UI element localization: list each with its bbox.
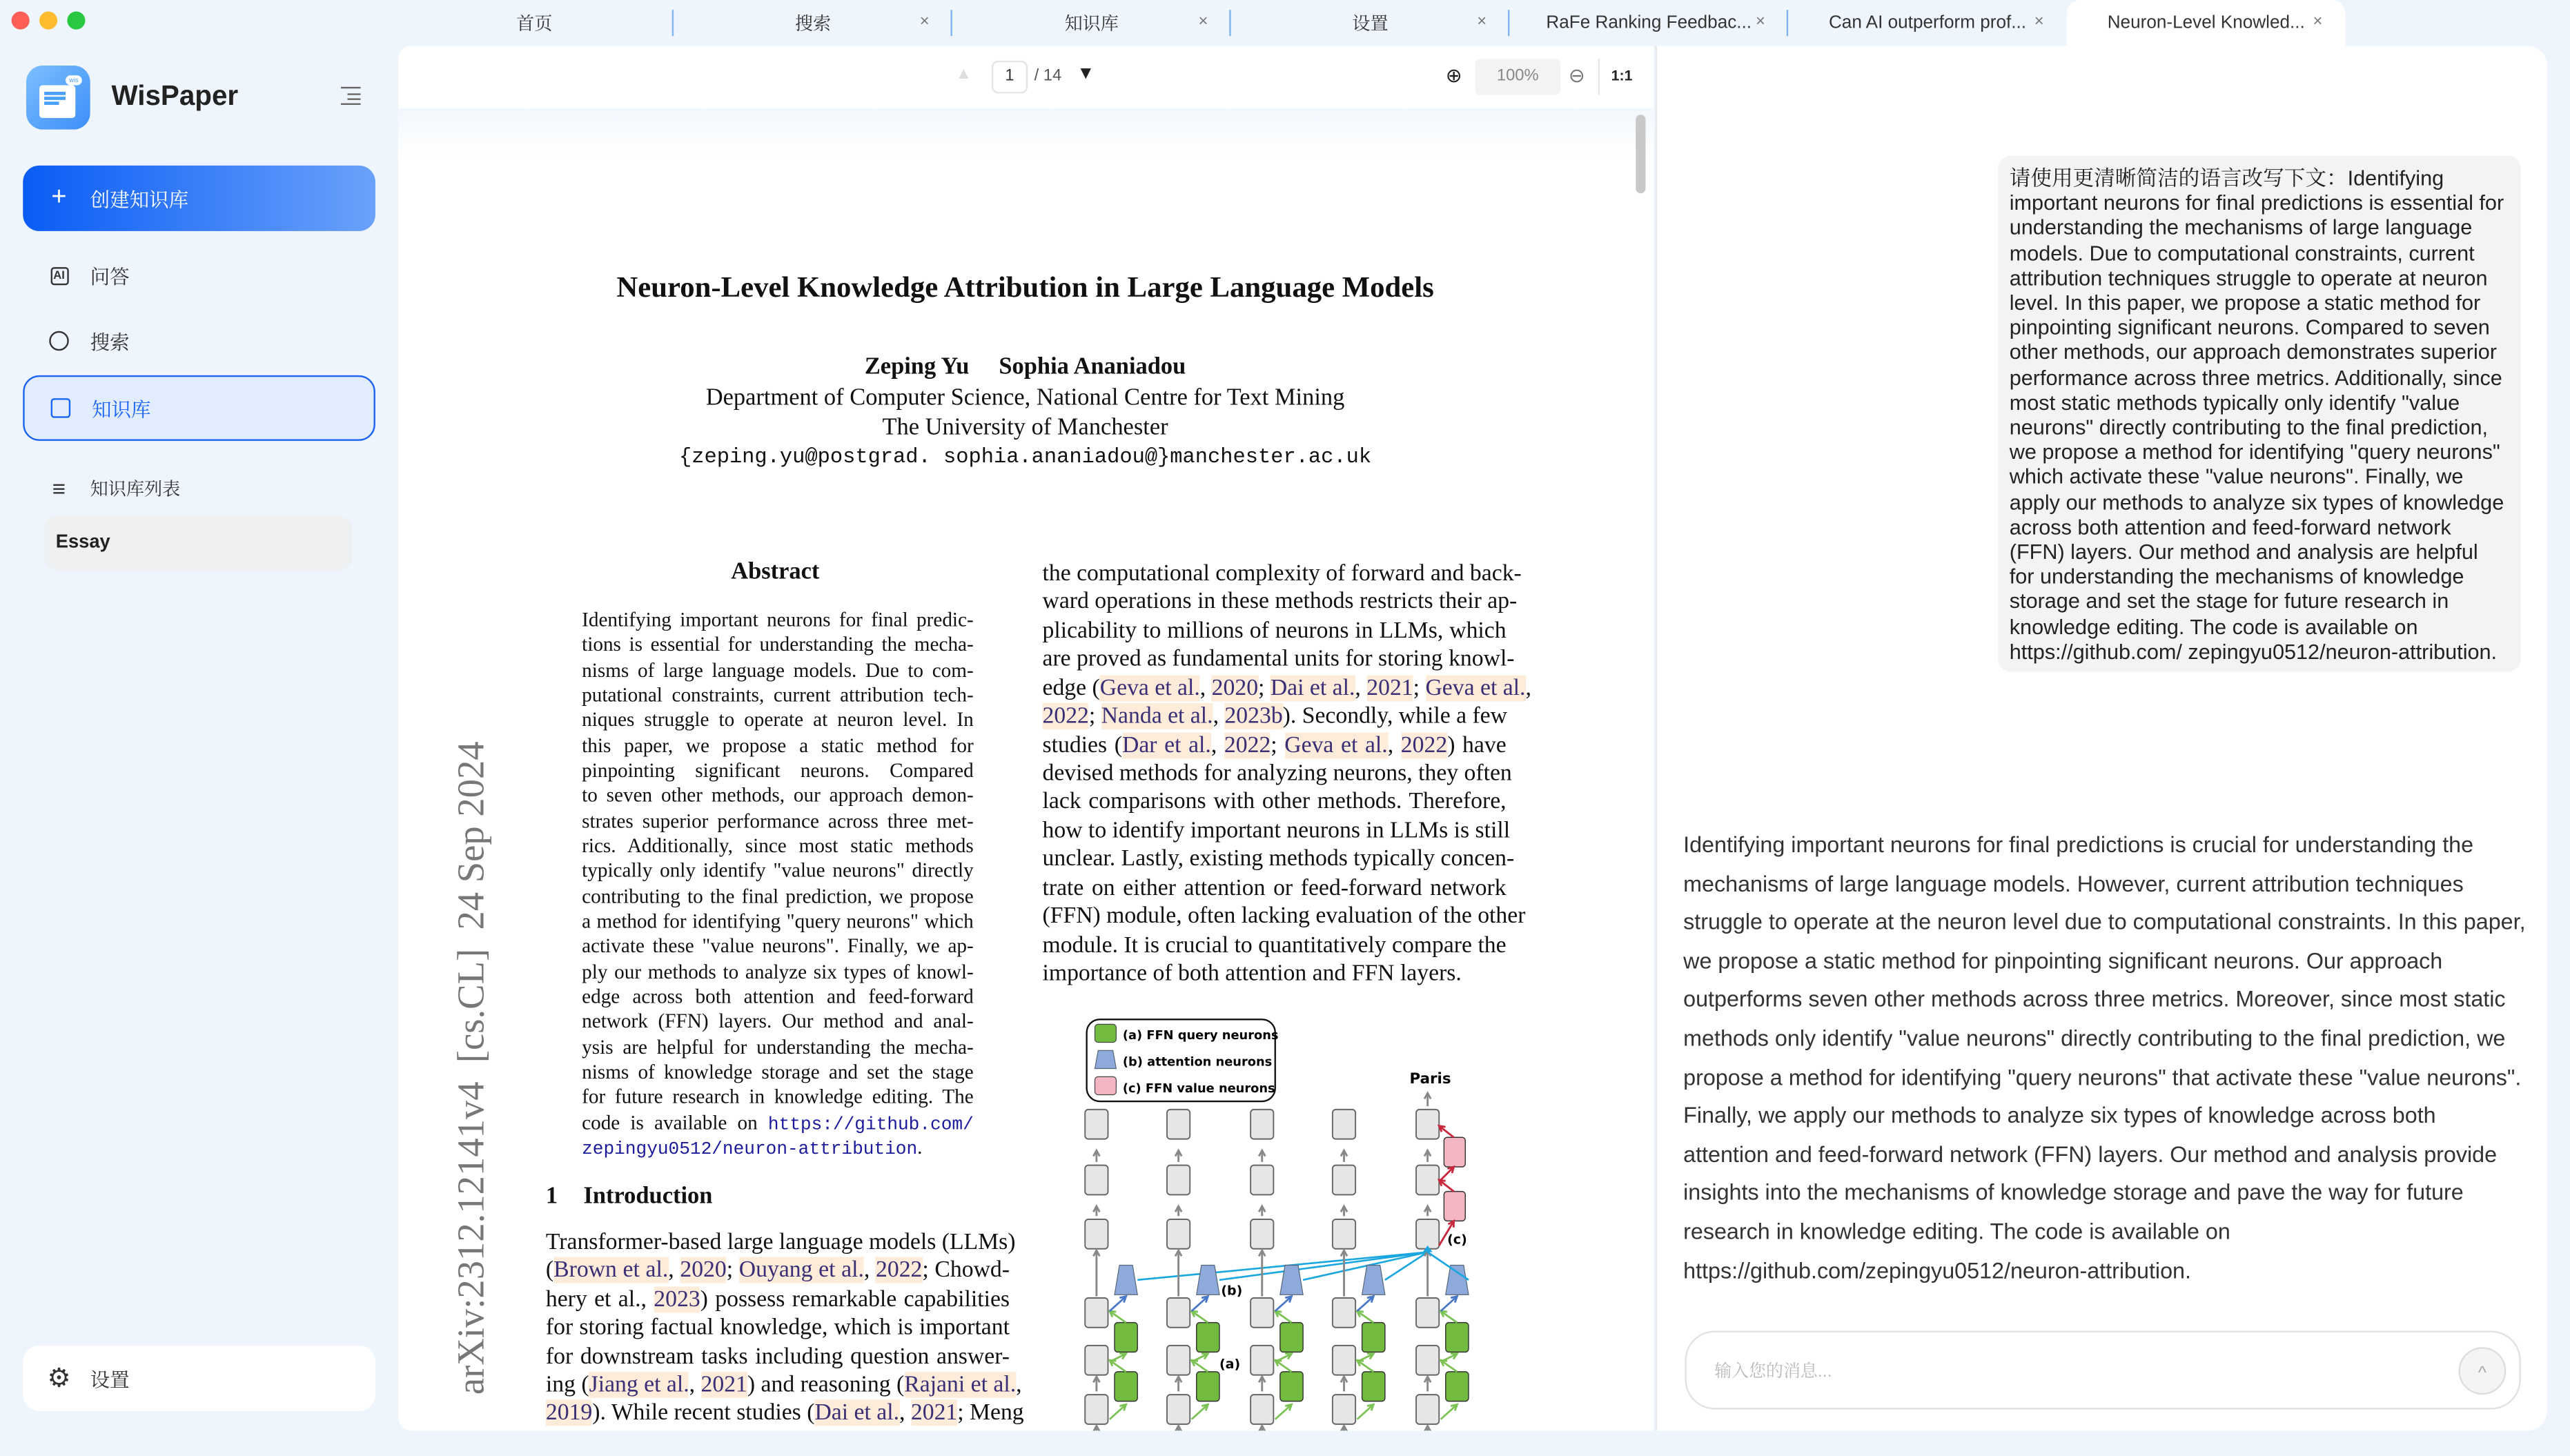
text-line: lack comparisons with other methods. Therefore, [1042,789,1507,816]
list-icon: ≡ [52,475,66,502]
zoom-out-icon[interactable]: ⊖ [1568,63,1585,87]
ffn-query-neuron [1197,1372,1219,1401]
hidden-state-box [1333,1298,1355,1328]
text-line: edge across both attention and feed-forward [582,985,974,1008]
paper-affiliation: Department of Computer Science, National Centre for Text Mining [705,385,1345,412]
message-input-placeholder: 输入您的消息... [1714,1361,1832,1382]
app-logo [26,66,90,130]
hidden-state-box [1333,1110,1355,1139]
arxiv-stamp: arXiv:2312.12141v4 [cs.CL] 24 Sep 2024 [451,741,492,1395]
tab-label: 搜索 [794,14,832,35]
text-line: zepingyu0512/neuron-attribution. [582,1135,923,1161]
attention-neuron [1362,1266,1385,1295]
library-item-essay[interactable]: Essay [44,516,353,570]
text-line: (Brown et al., 2020; Ouyang et al., 2022; Chowd- [545,1257,1010,1284]
tab-label: Neuron-Level Knowled... [2107,13,2305,33]
ffn-query-neuron [1115,1372,1137,1401]
hidden-state-box [1333,1346,1355,1375]
window-maximize-button[interactable] [67,12,85,30]
hidden-state-box [1250,1346,1273,1375]
hidden-state-box [1333,1395,1355,1424]
text-line: ply our methods to analyze six types of knowl- [582,959,974,983]
label-c: (c) [1447,1232,1467,1248]
zoom-in-icon[interactable]: ⊕ [1445,63,1462,87]
legend-swatch-attention [1095,1050,1117,1068]
abstract-heading: Abstract [731,558,820,585]
tab-2[interactable] [952,0,1231,46]
hidden-state-box [1333,1219,1355,1249]
previous-page-icon[interactable]: ▲ [955,66,972,84]
hidden-state-box [1416,1110,1439,1139]
text-line: unclear. Lastly, existing methods typically concen- [1042,846,1515,873]
text-line: putational constraints, current attribution tech- [582,683,974,707]
hidden-state-box [1250,1165,1273,1195]
create-knowledge-base-button[interactable] [23,166,375,231]
hidden-state-box [1416,1298,1439,1328]
sidebar-item-qa[interactable] [23,243,375,308]
hidden-state-box [1250,1110,1273,1139]
ffn-query-neuron [1280,1372,1303,1401]
assistant-message: Identifying important neurons for final predictions is crucial for understanding the mechanisms of large language models. However, current attribution techniques struggle to operate at the neuron level due to computational constraints. In this paper, we propose a static method for pinpointing significant neurons. Our approach outperforms seven other methods across three metrics. Moreover, since most static methods only identify "value neurons" directly contributing to the final prediction, we propose a method for identifying "query neurons" that activate these "value neurons". Finally, we apply our methods to analyze six types of knowledge across both attention and feed-forward network (FFN) layers. Our method and analysis provide insights into the mechanisms of knowledge storage and pave the way for future research in knowledge editing. The code is available on https://github.com/zepingyu0512/neuron-attribution. [1683,832,2526,1283]
query-flow [1357,1404,1374,1419]
text-line: nisms of large language models. Due to com- [582,658,974,682]
text-line: devised methods for analyzing neurons, they often [1042,760,1512,787]
logo-badge: wis [66,75,82,85]
legend-label: (c) FFN value neurons [1122,1081,1275,1096]
gear-icon: ⚙ [47,1365,71,1393]
text-line: contributing to the final prediction, we propose [582,884,974,907]
hidden-state-box [1085,1110,1108,1139]
hidden-state-box [1333,1165,1355,1195]
output-label: Paris [1409,1070,1451,1088]
text-line: niques struggle to operate at neuron level. In [582,708,974,731]
hidden-state-box [1416,1219,1439,1249]
attention-input [1110,1297,1126,1311]
hidden-state-box [1416,1165,1439,1195]
create-knowledge-base-label: 创建知识库 [90,187,189,211]
page-number-input[interactable]: 1 [992,61,1028,94]
text-line: nisms of knowledge storage and set the stage [582,1060,974,1083]
text-line: 2019). While recent studies (Dai et al., 2021; Meng [545,1400,1024,1427]
ffn-value-neuron [1444,1192,1465,1221]
hidden-state-box [1416,1395,1439,1424]
text-line: typically only identify "value neurons" directly [582,859,974,883]
text-line: ysis are helpful for understanding the mecha- [582,1035,974,1059]
window-minimize-button[interactable] [39,12,57,30]
attention-neuron [1115,1266,1137,1295]
chat-panel [1656,46,2547,1431]
tab-3[interactable] [1231,0,1510,46]
actual-size-button[interactable]: 1:1 [1611,67,1633,84]
legend-label: (b) attention neurons [1122,1054,1273,1070]
text-line: a method for identifying "query neurons" which [582,909,974,933]
text-line: ing (Jiang et al., 2021) and reasoning (Rajani et al., [545,1371,1022,1398]
message-input[interactable] [1685,1331,2521,1410]
tab-close-icon[interactable]: × [2313,13,2323,32]
tab-label: 知识库 [1064,14,1119,35]
hidden-state-box [1085,1395,1108,1424]
hidden-state-box [1250,1298,1273,1328]
attention-neuron [1197,1266,1219,1295]
tab-label: Can AI outperform prof... [1828,13,2027,33]
sidebar-item-knowledge-base[interactable] [23,375,375,441]
text-line: strates superior performance across three met- [582,809,974,832]
text-line: activate these "value neurons". Finally, we ap- [582,934,974,958]
hidden-state-box [1250,1395,1273,1424]
attention-input [1357,1297,1374,1311]
ffn-query-neuron [1115,1323,1137,1352]
hidden-state-box [1416,1346,1439,1375]
tab-1[interactable] [674,0,952,46]
send-button[interactable]: ^ [2459,1347,2507,1395]
figure-neuron-attribution [1074,1008,1487,1431]
intro-number: 1 [545,1183,558,1210]
text-line: module. It is crucial to quantitatively compare the [1042,932,1507,958]
sidebar-item-label: 问答 [90,264,130,288]
text-line: for storing factual knowledge, which is important [545,1315,1010,1341]
tab-close-icon[interactable]: × [1477,13,1487,32]
intro-heading: Introduction [583,1183,713,1210]
text-line: the computational complexity of forward and back- [1042,560,1522,587]
ffn-query-neuron [1446,1323,1469,1352]
attention-input [1275,1297,1292,1311]
legend-swatch-query [1095,1024,1117,1042]
sidebar-item-search[interactable] [23,308,375,374]
attention-input [1192,1297,1208,1311]
text-line: edge (Geva et al., 2020; Dai et al., 2021; Geva et al., [1042,674,1531,701]
ffn-query-neuron [1362,1372,1385,1401]
text-line: code is available on https://github.com/ [582,1110,974,1135]
page-total: / 14 [1034,67,1062,86]
tab-close-icon[interactable]: × [1755,13,1765,32]
text-line: tions is essential for understanding the mecha- [582,633,974,656]
ffn-query-neuron [1362,1323,1385,1352]
pdf-viewer [398,46,1654,1431]
sidebar [0,46,398,1456]
hidden-state-box [1167,1110,1190,1139]
tab-4[interactable] [1509,0,1788,46]
paper-title: Neuron-Level Knowledge Attribution in Large Language Models [616,270,1434,304]
tab-label: 设置 [1352,14,1389,35]
ffn-value-neuron [1444,1137,1465,1167]
legend-swatch-value [1095,1076,1117,1094]
text-line: are proved as fundamental units for storing knowl- [1042,646,1515,673]
text-line: 2022; Nanda et al., 2023b). Secondly, while a few [1042,703,1507,730]
text-line: for future research in knowledge editing. The [582,1085,974,1109]
paper-email: {zeping.yu@postgrad. sophia.ananiadou@}manchester.ac.uk [678,444,1372,469]
text-line: for downstream tasks including question answer- [545,1343,1010,1370]
user-message-bubble: 请使用更清晰简洁的语言改写下文：Identifying important neurons for final predictions is essential for understanding the mechanisms of large language models. Due to computational constraints, current attribution techniques struggle to operate at neuron level. In this paper, we propose a static method for pinpointing significant neurons. Compared to seven other methods, our approach demonstrates superior performance across three metrics. Additionally, since most static methods typically only identify "value neurons" directly contributing to the final prediction, we propose a method for identifying "query neurons" which activate these "value neurons". Finally, we apply our methods to analyze six types of knowledge across both attention and feed-forward network (FFN) layers. Our method and analysis are helpful for understanding the mechanisms of knowledge storage and set the stage for future research in knowledge editing. The code is available on https://github.com/ zepingyu0512/neuron-attribution. [1998,156,2521,672]
text-line: network (FFN) layers. Our method and anal- [582,1010,974,1033]
text-line: to seven other methods, our approach demon- [582,783,974,807]
paper-university: The University of Manchester [882,414,1168,441]
search-icon [46,328,72,354]
hidden-state-box [1167,1298,1190,1328]
text-line: importance of both attention and FFN layers. [1042,960,1462,987]
text-line: (FFN) module, often lacking evaluation of the other [1042,903,1526,929]
tab-5[interactable] [1788,0,2067,46]
hidden-state-box [1167,1346,1190,1375]
paper-authors: Zeping Yu Sophia Ananiadou [864,354,1186,380]
next-page-icon[interactable]: ▼ [1077,63,1095,84]
text-line: this paper, we propose a static method for [582,734,974,757]
query-flow [1441,1404,1458,1419]
sidebar-item-label: 搜索 [90,330,130,353]
ffn-query-neuron [1197,1323,1219,1352]
window-close-button[interactable] [12,12,30,30]
hidden-state-box [1167,1219,1190,1249]
pdf-scrollbar[interactable] [1636,115,1645,193]
ffn-query-neuron [1280,1323,1303,1352]
knowledge-base-list-header [23,455,375,521]
text-line: hery et al., 2023) possess remarkable capabilities [545,1286,1010,1312]
legend-label: (a) FFN query neurons [1122,1027,1279,1043]
hidden-state-box [1085,1346,1108,1375]
tab-close-icon[interactable]: × [2034,13,2044,32]
text-line: how to identify important neurons in LLMs is still [1042,817,1511,844]
logo-document-icon [39,86,75,119]
tab-close-icon[interactable]: × [919,13,930,32]
app-name: WisPaper [111,80,239,112]
hidden-state-box [1250,1219,1273,1249]
query-flow [1275,1404,1292,1419]
text-line: Transformer-based large language models (LLMs) [545,1229,1016,1256]
pdf-page [398,46,1627,1431]
ffn-query-neuron [1446,1372,1469,1401]
plus-icon: + [51,184,67,212]
tab-close-icon[interactable]: × [1198,13,1208,32]
text-line: plicability to millions of neurons in LLMs, which [1042,618,1507,645]
list-header-label: 知识库列表 [90,480,181,500]
text-line: rics. Additionally, since most static methods [582,834,974,858]
text-line: Identifying important neurons for final predic- [582,608,974,631]
hidden-state-box [1085,1219,1108,1249]
attention-input [1441,1297,1458,1311]
knowledge-base-icon [48,395,74,421]
text-line: trate on either attention or feed-forward network [1042,874,1507,901]
settings-label: 设置 [90,1367,130,1391]
ai-chat-icon: AI [46,262,72,288]
text-line: pinpointing significant neurons. Compared [582,758,974,782]
query-flow [1192,1404,1208,1419]
tab-label: 首页 [516,14,553,35]
tab-6[interactable] [2067,0,2346,46]
value-flow [1439,1167,1453,1181]
collapse-sidebar-icon[interactable] [341,87,361,105]
query-flow [1110,1404,1126,1419]
text-line: ward operations in these methods restricts their ap- [1042,589,1518,616]
sidebar-item-label: 知识库 [92,397,151,421]
label-b: (b) [1221,1283,1243,1299]
label-a: (a) [1219,1357,1241,1373]
attention-neuron [1446,1266,1469,1295]
hidden-state-box [1167,1395,1190,1424]
tab-label: RaFe Ranking Feedbac... [1546,13,1752,33]
hidden-state-box [1085,1298,1108,1328]
settings-button[interactable] [23,1346,375,1411]
tab-0[interactable] [395,0,674,46]
zoom-level[interactable]: 100% [1475,59,1561,95]
text-line: studies (Dar et al., 2022; Geva et al., 2022) have [1042,731,1507,758]
hidden-state-box [1085,1165,1108,1195]
hidden-state-box [1167,1165,1190,1195]
